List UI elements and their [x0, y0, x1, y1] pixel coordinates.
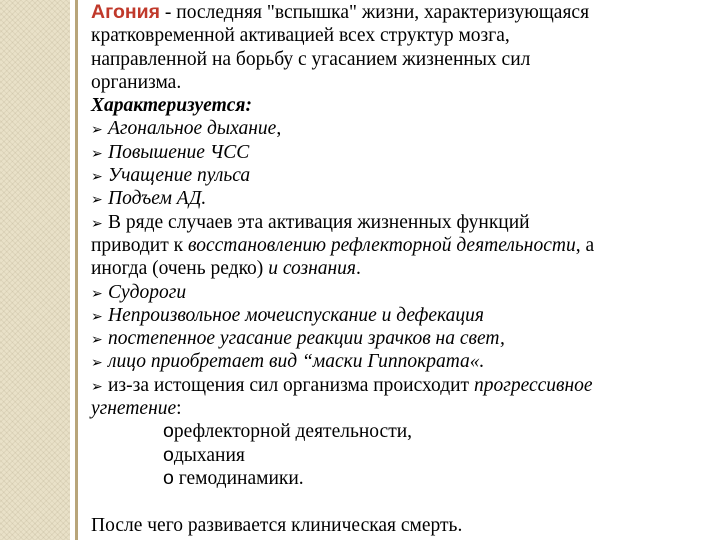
sub-item: oрефлекторной деятельности,: [163, 420, 413, 443]
arrow-bullet-icon: ➢: [91, 145, 103, 162]
decorative-sidebar: [0, 0, 70, 540]
list-item: ➢ постепенное угасание реакции зрачков на свет,: [91, 327, 716, 350]
sub-item: oдыхания: [163, 443, 245, 466]
list-item-continuation: приводит к восстановлению рефлекторной деятельности, а: [91, 234, 595, 256]
arrow-bullet-icon: ➢: [91, 308, 103, 325]
arrow-bullet-icon: ➢: [91, 215, 103, 232]
list-item: ➢ лицо приобретает вид “маски Гиппократа«.: [91, 350, 716, 373]
arrow-bullet-icon: ➢: [91, 169, 103, 186]
list-item: ➢ Судороги: [91, 281, 716, 304]
arrow-bullet-icon: ➢: [91, 355, 103, 372]
arrow-bullet-icon: ➢: [91, 192, 103, 209]
term-agony: Агония: [91, 1, 161, 23]
spacer: [91, 490, 716, 514]
list-item: ➢ Непроизвольное мочеиспускание и дефекация: [91, 304, 716, 327]
list-item: ➢ Агональное дыхание,: [91, 117, 716, 140]
sidebar-divider: [75, 0, 78, 540]
list-item-continuation: угнетение:: [91, 398, 182, 420]
intro-definition-start: - последняя "вспышка" жизни, характеризующаяся: [160, 2, 590, 23]
slide-content: [91, 1, 716, 538]
arrow-bullet-icon: ➢: [91, 332, 103, 349]
characteristics-heading: Характеризуется:: [91, 95, 252, 117]
intro-line-2: кратковременной активацией всех структур мозга,: [91, 25, 510, 47]
list-item-continuation: иногда (очень редко) и сознания.: [91, 258, 361, 280]
circle-bullet-icon: o: [163, 443, 174, 466]
intro-line-3: направленной на борьбу с угасанием жизненных сил: [91, 48, 531, 70]
intro-line-4: организма.: [91, 71, 182, 93]
intro-line-1: [91, 1, 716, 24]
arrow-bullet-icon: ➢: [91, 378, 103, 395]
circle-bullet-icon: o: [163, 420, 174, 443]
circle-bullet-icon: o: [163, 466, 174, 489]
arrow-bullet-icon: ➢: [91, 122, 103, 139]
sub-item: o гемодинамики.: [163, 466, 304, 489]
list-item: ➢ из-за истощения сил организма происходит прогрессивное: [91, 374, 716, 397]
list-item: ➢ В ряде случаев эта активация жизненных функций: [91, 211, 716, 234]
conclusion-text: После чего развивается клиническая смерть.: [91, 515, 463, 537]
list-item: ➢ Подъем АД.: [91, 187, 716, 210]
arrow-bullet-icon: ➢: [91, 285, 103, 302]
list-item: ➢ Повышение ЧСС: [91, 141, 716, 164]
list-item: ➢ Учащение пульса: [91, 164, 716, 187]
